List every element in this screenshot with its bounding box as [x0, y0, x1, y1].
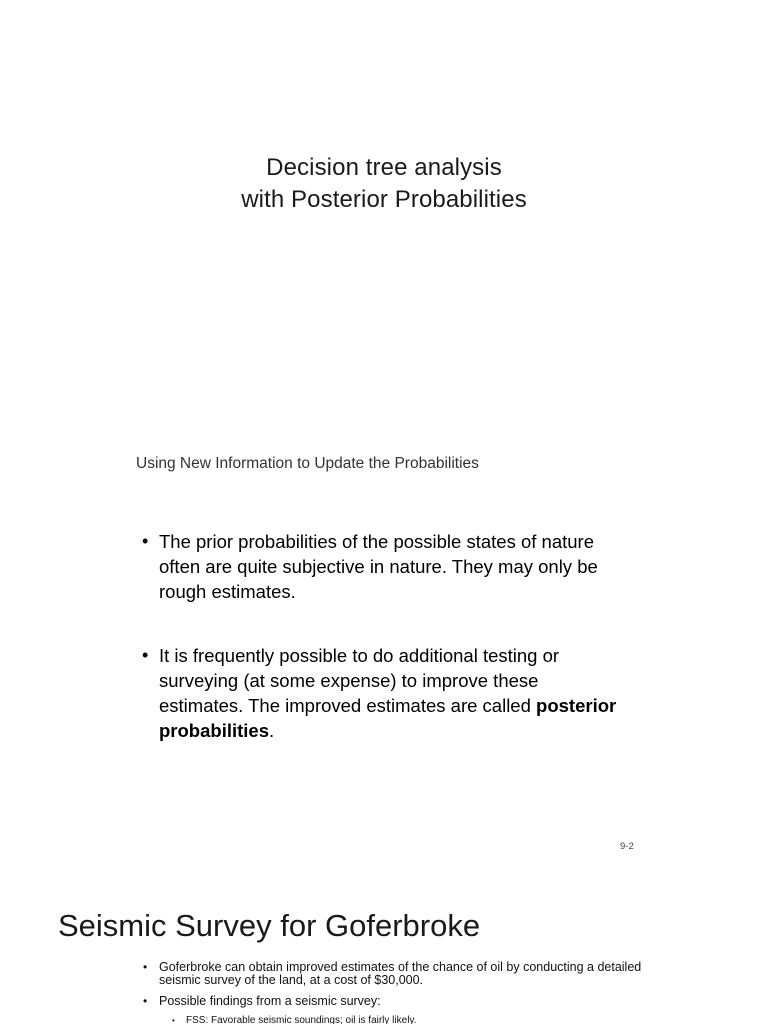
bullet-icon: •: [142, 645, 149, 665]
bullet-icon: •: [172, 1016, 175, 1024]
title-slide: [0, 0, 768, 432]
bullet-text: Goferbroke can obtain improved estimates of the chance of oil by conducting a detailed seismic survey of the land, at a cost of $30,000.: [159, 960, 642, 987]
bullet-list: [142, 643, 622, 743]
bullet-item-testing: [142, 643, 622, 743]
bullet-item-survey-cost: [143, 961, 643, 987]
bullet-item-possible-findings: [143, 995, 643, 1008]
sub-bullet-text: FSS: Favorable seismic soundings; oil is fairly likely.: [186, 1015, 417, 1024]
updating-probabilities-slide: [0, 432, 768, 864]
title-line-1: Decision tree analysis: [266, 154, 502, 181]
bullet-list: [143, 961, 643, 987]
bullet-text-end: .: [269, 720, 275, 741]
bullet-icon: •: [142, 531, 149, 551]
bold-term-posterior: posterior probabilities: [159, 695, 617, 741]
bullet-text: It is frequently possible to do additional testing or surveying (at some expense) to improve these estimates. The improved estimates are called: [159, 645, 560, 716]
bullet-list: [142, 529, 622, 604]
bullet-item-prior: [142, 529, 622, 604]
bullet-list: [143, 995, 643, 1008]
bullet-text: The prior probabilities of the possible states of nature often are quite subjective in nature. They may only be rough estimates.: [159, 531, 598, 602]
seismic-survey-slide: [0, 864, 768, 1024]
sub-bullet-fss: [172, 1015, 416, 1024]
bullet-text: Possible findings from a seismic survey:: [159, 994, 381, 1008]
bullet-icon: •: [143, 994, 148, 1008]
slide-title: Seismic Survey for Goferbroke: [58, 908, 481, 943]
slide-number: 9-2: [620, 841, 634, 852]
title-line-2: with Posterior Probabilities: [241, 186, 527, 213]
slide-heading: Using New Information to Update the Probabilities: [136, 455, 479, 472]
bullet-icon: •: [143, 960, 148, 974]
